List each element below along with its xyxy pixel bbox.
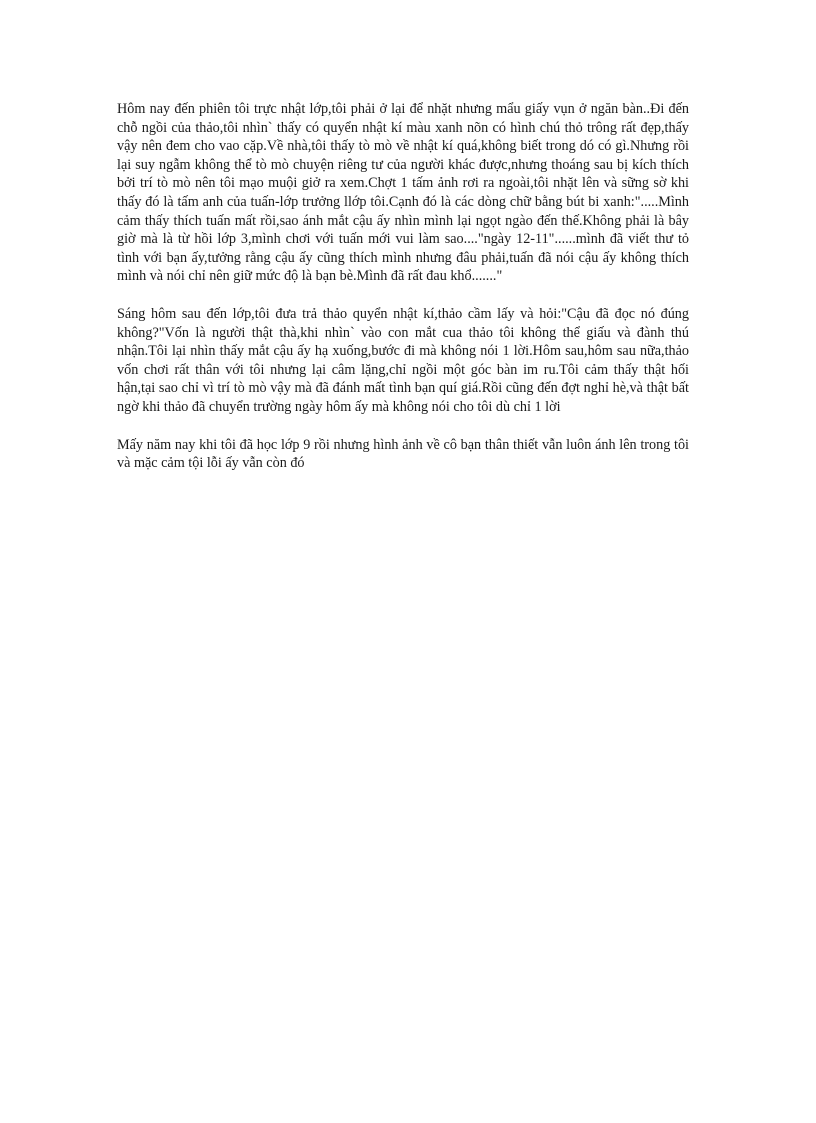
document-body (117, 100, 689, 492)
paragraph-1: Hôm nay đến phiên tôi trực nhật lớp,tôi phải ở lại để nhặt nhưng mẩu giấy vụn ở ngăn bàn..Đi đến chỗ ngồi của thảo,tôi nhìn` thấy có quyển nhật kí màu xanh nõn có hình chú thỏ trông rất đẹp,thấy vậy nên đem cho vao cặp.Về nhà,tôi thấy tò mò về nhật kí quá,không biết trong dó có gì.Nhưng rồi lại suy ngẫm không thể tò mò chuyện riêng tư của người khác được,nhưng thoáng sau bị kích thích bởi trí tò mò nên tôi mạo muội giở ra xem.Chợt 1 tấm ảnh rơi ra ngoài,tôi nhặt lên và sững sờ khi thấy đó là tấm anh của tuấn-lớp trưởng llớp tôi.Cạnh đó là các dòng chữ bằng bút bi xanh:".....Mình cảm thấy thích tuấn mất rồi,sao ánh mắt cậu ấy nhìn mình lại ngọt ngào đến thế.Không phải là bây giờ mà là từ hồi lớp 3,mình chơi với tuấn mới vui làm sao...."ngày 12-11"......mình đã viết thư tỏ tình với bạn ấy,tưởng rằng cậu ấy cũng thích mình nhưng đâu phải,tuấn đã nói cậu ấy không thích mình và nói chỉ nên giữ mức độ là bạn bè.Mình đã rất đau khổ......." (117, 101, 689, 285)
paragraph-2: Sáng hôm sau đến lớp,tôi đưa trả thảo quyển nhật kí,thảo cầm lấy và hỏi:"Cậu đã đọc nó đúng không?"Vốn là người thật thà,khi nhìn` vào con mắt cua thảo tôi không thể giấu và đành thú nhận.Tôi lại nhìn thấy mắt cậu ấy hạ xuống,bước đi mà không nói 1 lời.Hôm sau,hôm sau nữa,thảo vốn chơi rất thân với tôi nhưng lại câm lặng,chỉ ngồi một góc bàn im ru.Tôi cảm thấy thật hối hận,tại sao chỉ vì trí tò mò vậy mà đã đánh mất tình bạn quí giá.Rồi cũng đến đợt nghỉ hè,và thật bất ngờ khi thảo đã chuyển trường ngày hôm ấy mà không nói cho tôi dù chỉ 1 lời (117, 305, 689, 415)
paragraph-3: Mấy năm nay khi tôi đã học lớp 9 rồi nhưng hình ảnh về cô bạn thân thiết vẫn luôn ánh lên trong tôi và mặc cảm tội lỗi ấy vẫn còn đó (117, 436, 689, 472)
